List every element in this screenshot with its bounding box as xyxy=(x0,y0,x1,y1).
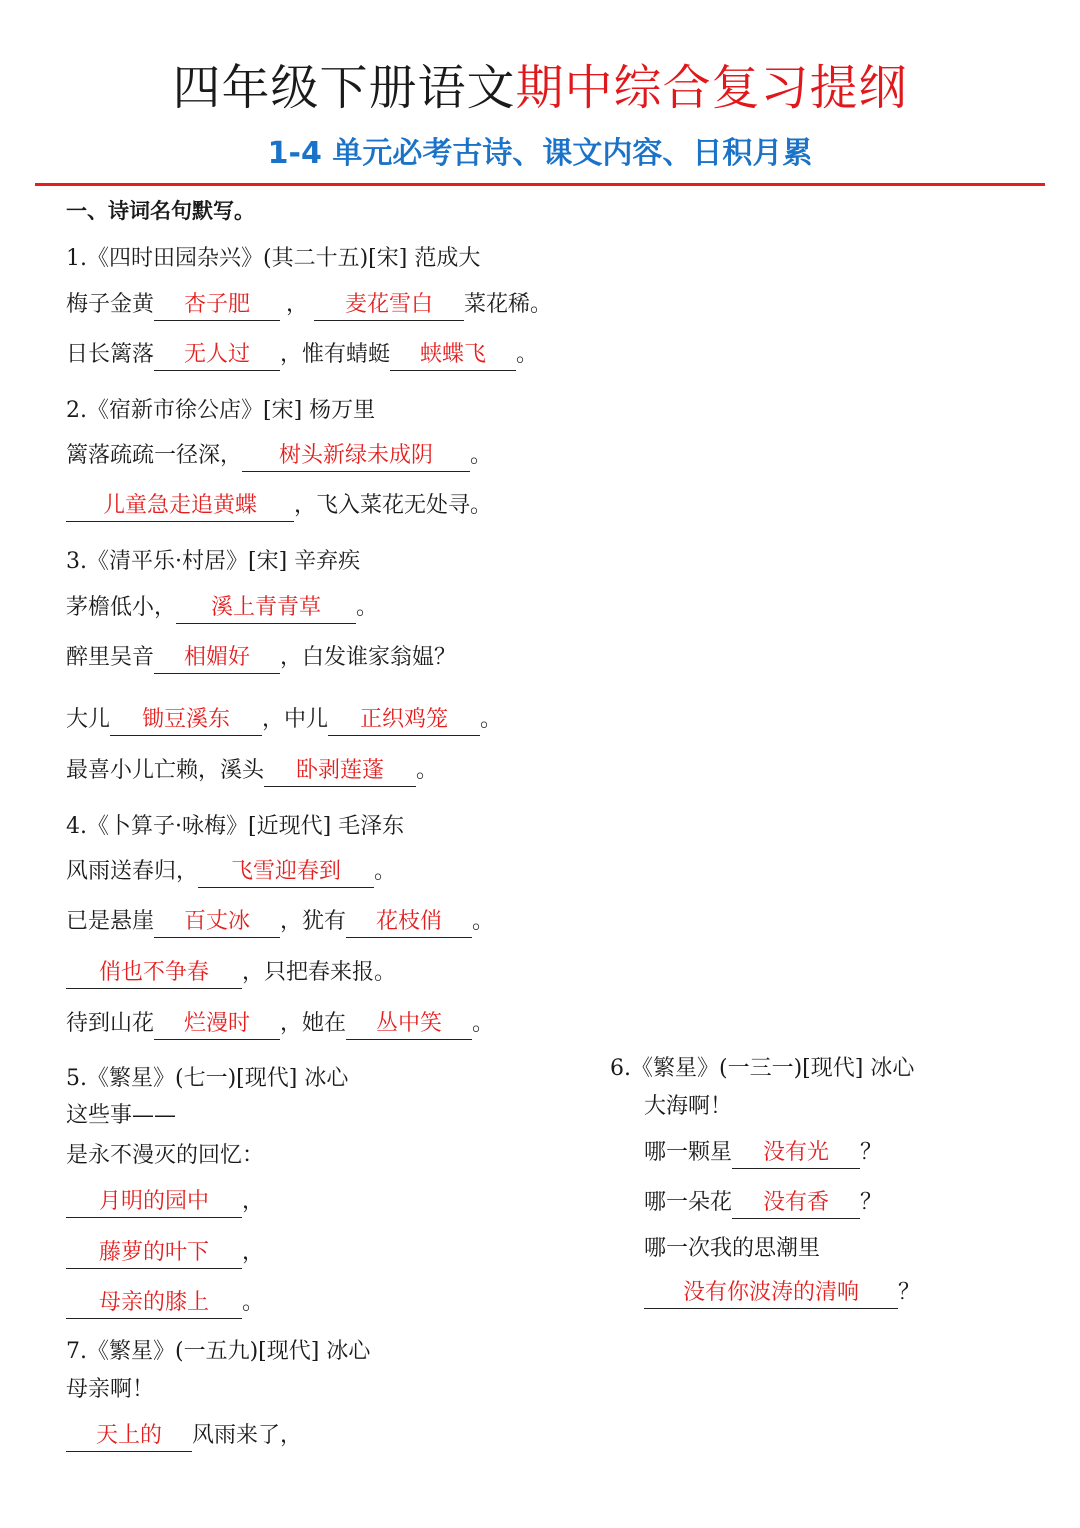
answer-blank: 天上的 xyxy=(66,1421,192,1452)
answer-blank: 百丈冰 xyxy=(154,907,280,938)
answer-blank: 蛱蝶飞 xyxy=(390,340,516,371)
answer-blank: 俏也不争春 xyxy=(66,958,242,989)
poem5-line2: 是永不漫灭的回忆： xyxy=(66,1143,265,1168)
answer-blank: 丛中笑 xyxy=(346,1009,472,1040)
answer-blank: 儿童急走追黄蝶 xyxy=(66,491,294,522)
answer-blank: 锄豆溪东 xyxy=(110,705,262,736)
poem2-line2: 儿童急走追黄蝶 ，飞入菜花无处寻。 xyxy=(66,490,492,522)
poem3-line2: 醉里吴音 相媚好 ，白发谁家翁媪？ xyxy=(66,642,456,674)
poem6-line4: 哪一次我的思潮里 xyxy=(644,1236,821,1261)
answer-blank: 正织鸡笼 xyxy=(328,705,480,736)
poem4-line4: 待到山花 烂漫时 ，她在 丛中笑 。 xyxy=(66,1008,494,1040)
answer-blank: 没有香 xyxy=(732,1188,860,1219)
answer-blank: 无人过 xyxy=(154,340,280,371)
title-part-black: 四年级下册语文 xyxy=(172,60,516,116)
title-part-red: 期中综合复习提纲 xyxy=(515,60,908,116)
answer-blank: 飞雪迎春到 xyxy=(198,857,374,888)
section-heading: 一、诗词名句默写。 xyxy=(66,199,255,223)
poem6-line5: 没有你波涛的清响 ？ xyxy=(644,1277,920,1309)
poem3-heading: 3.《清平乐·村居》[宋] 辛弃疾 xyxy=(66,549,361,574)
poem2-line1: 篱落疏疏一径深， 树头新绿未成阴 。 xyxy=(66,440,492,472)
title-divider xyxy=(35,183,1045,186)
answer-blank: 树头新绿未成阴 xyxy=(242,441,470,472)
answer-blank: 麦花雪白 xyxy=(314,290,464,321)
answer-blank: 烂漫时 xyxy=(154,1009,280,1040)
poem4-line2: 已是悬崖 百丈冰 ，犹有 花枝俏 。 xyxy=(66,906,494,938)
page-title xyxy=(0,56,1080,120)
poem1-line2: 日长篱落 无人过 ，惟有蜻蜓 蛱蝶飞 。 xyxy=(66,339,538,371)
poem1-heading: 1.《四时田园杂兴》(其二十五)[宋] 范成大 xyxy=(66,246,481,271)
poem7-heading: 7.《繁星》(一五九)[现代] 冰心 xyxy=(66,1339,371,1364)
poem5-line3: 月明的园中 ， xyxy=(66,1186,264,1218)
poem7-line1: 母亲啊！ xyxy=(66,1377,155,1402)
poem2-heading: 2.《宿新市徐公店》[宋] 杨万里 xyxy=(66,398,376,423)
answer-blank: 相媚好 xyxy=(154,643,280,674)
poem3-line4: 最喜小儿亡赖，溪头 卧剥莲蓬 。 xyxy=(66,755,438,787)
poem5-line4: 藤萝的叶下 ， xyxy=(66,1237,264,1269)
page-subtitle: 1-4 单元必考古诗、课文内容、日积月累 xyxy=(267,136,813,171)
answer-blank: 没有光 xyxy=(732,1138,860,1169)
answer-blank: 月明的园中 xyxy=(66,1187,242,1218)
poem4-line3: 俏也不争春 ，只把春来报。 xyxy=(66,957,396,989)
poem1-line1: 梅子金黄 杏子肥 ， 麦花雪白 菜花稀。 xyxy=(66,289,552,321)
poem6-heading: 6.《繁星》(一三一)[现代] 冰心 xyxy=(610,1056,915,1081)
answer-blank: 没有你波涛的清响 xyxy=(644,1278,898,1309)
poem4-heading: 4.《卜算子·咏梅》[近现代] 毛泽东 xyxy=(66,814,405,839)
poem6-line1: 大海啊！ xyxy=(644,1094,733,1119)
answer-blank: 藤萝的叶下 xyxy=(66,1238,242,1269)
poem6-line2: 哪一颗星 没有光 ？ xyxy=(644,1137,882,1169)
answer-blank: 母亲的膝上 xyxy=(66,1288,242,1319)
answer-blank: 卧剥莲蓬 xyxy=(264,756,416,787)
poem5-heading: 5.《繁星》(七一)[现代] 冰心 xyxy=(66,1066,349,1091)
poem5-line1: 这些事—— xyxy=(66,1103,177,1128)
poem3-line1: 茅檐低小， 溪上青青草 。 xyxy=(66,592,378,624)
poem7-line2: 天上的 风雨来了， xyxy=(66,1420,302,1452)
poem6-line3: 哪一朵花 没有香 ？ xyxy=(644,1187,882,1219)
poem4-line1: 风雨送春归， 飞雪迎春到 。 xyxy=(66,856,396,888)
poem3-line3: 大儿 锄豆溪东 ，中儿 正织鸡笼 。 xyxy=(66,704,502,736)
answer-blank: 溪上青青草 xyxy=(176,593,356,624)
answer-blank: 花枝俏 xyxy=(346,907,472,938)
answer-blank: 杏子肥 xyxy=(154,290,280,321)
poem5-line5: 母亲的膝上 。 xyxy=(66,1287,264,1319)
